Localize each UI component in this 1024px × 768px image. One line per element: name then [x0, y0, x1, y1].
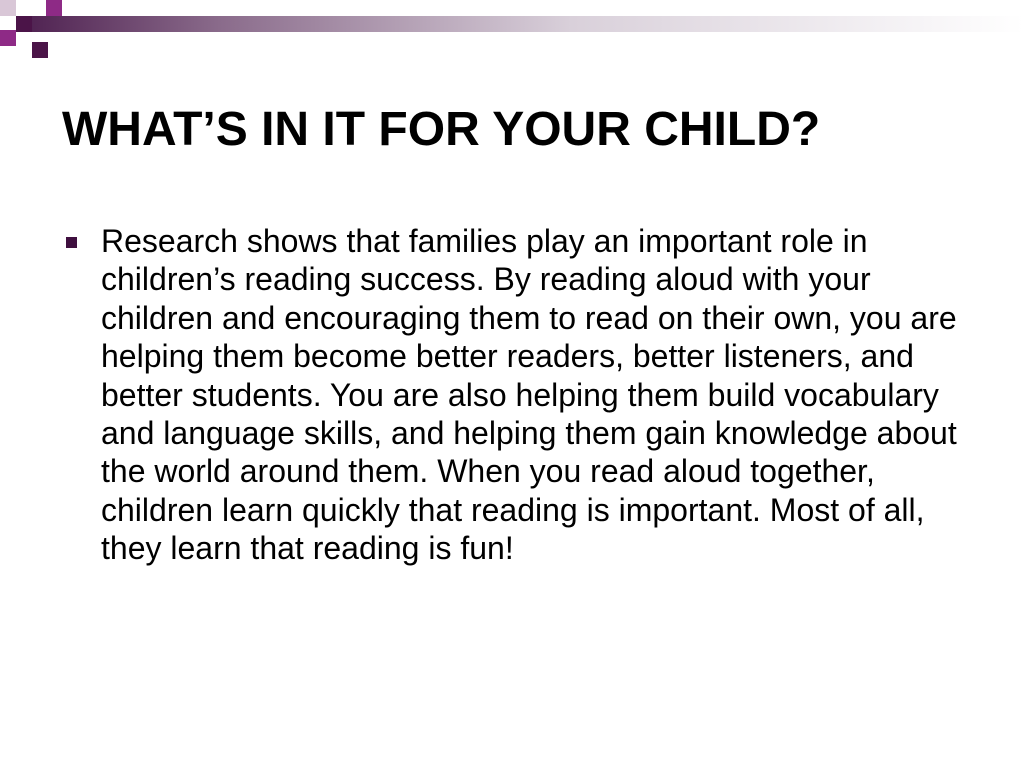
bullet-text: Research shows that families play an important role in children’s reading success. By reading aloud with your children and encouraging them to read on their own, you are helping them become better readers, better listeners, and better students. You are also helping them build vocabulary and language skills, and helping them gain knowledge about the world around them. When you read aloud together, children learn quickly that reading is important. Most of all, they learn that reading is fun! [101, 223, 957, 567]
decoration-gradient-strip [18, 16, 1024, 32]
decoration-square [32, 42, 48, 58]
decoration-square [0, 0, 16, 16]
slide-title: WHAT’S IN IT FOR YOUR CHILD? [62, 103, 821, 156]
decoration-square [16, 16, 32, 32]
top-decoration-bar [0, 0, 1024, 64]
square-bullet-icon [66, 237, 77, 248]
decoration-square [46, 0, 62, 16]
decoration-square [0, 30, 16, 46]
